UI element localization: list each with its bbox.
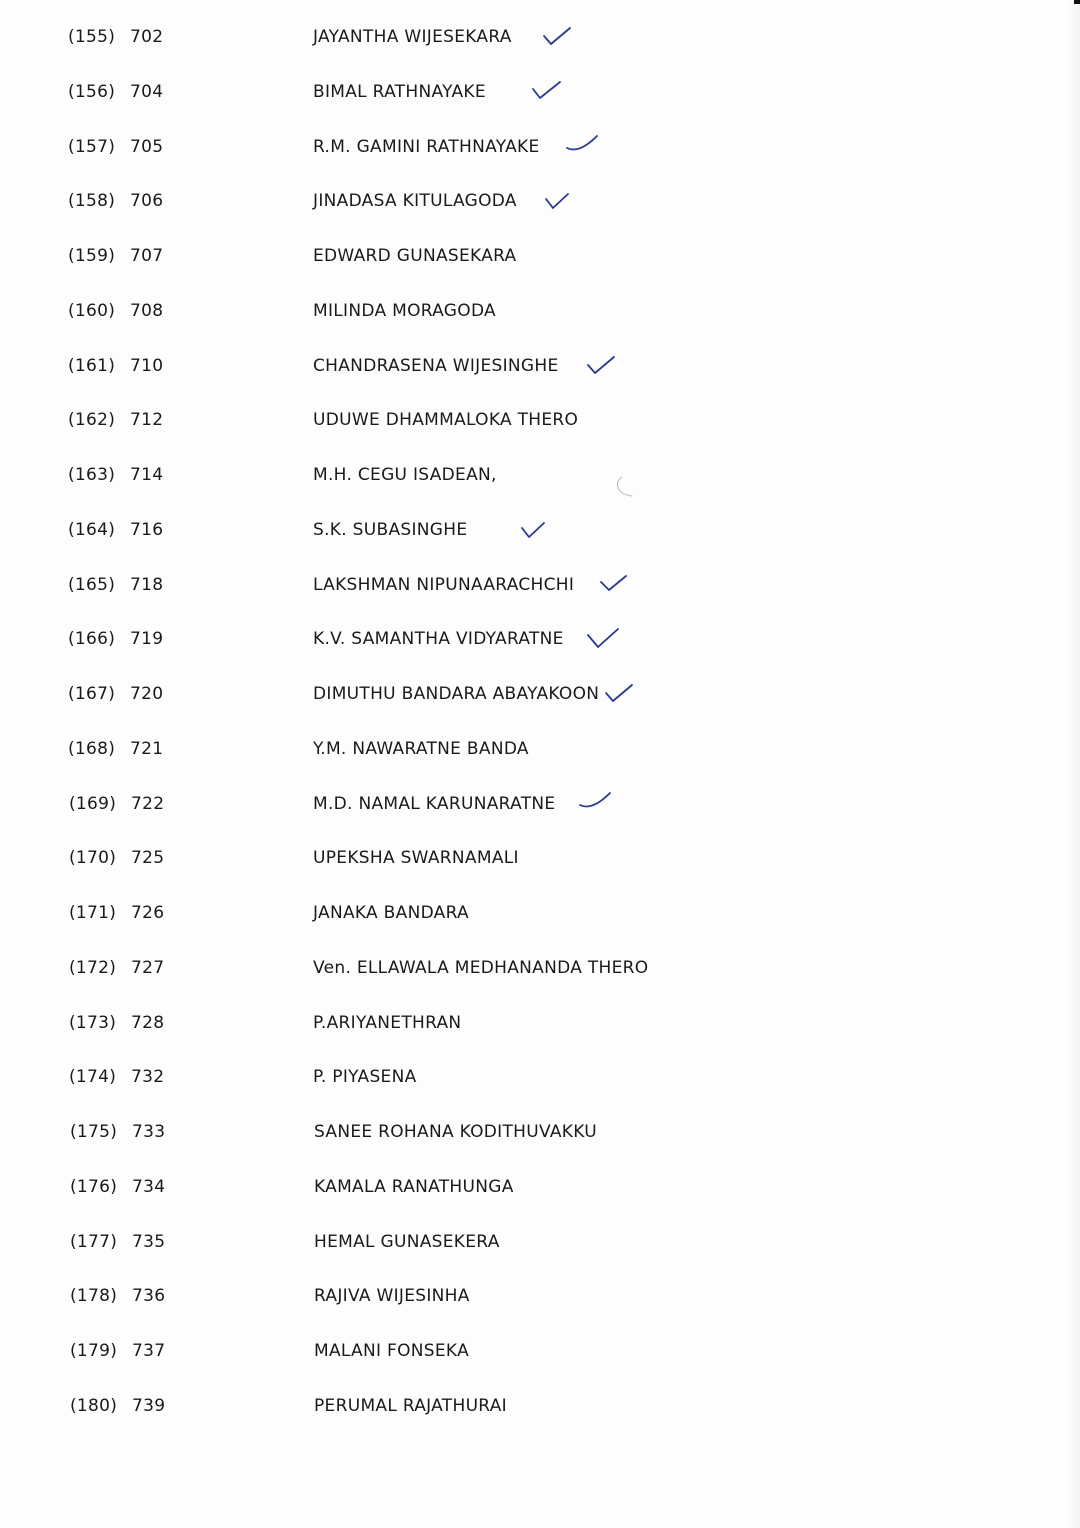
entry-index: (155) <box>68 27 116 47</box>
entry-index: (164) <box>68 519 116 540</box>
list-item <box>0 241 1080 271</box>
entry-code: 704 <box>130 81 164 102</box>
list-item <box>0 898 1080 928</box>
entry-name: K.V. SAMANTHA VIDYARATNE <box>313 629 564 650</box>
list-item <box>0 570 1080 600</box>
entry-name: UDUWE DHAMMALOKA THERO <box>313 410 579 431</box>
entry-index: (172) <box>69 957 117 978</box>
entry-code: 710 <box>130 355 164 376</box>
entry-index: (158) <box>68 191 116 212</box>
scan-edge-mark <box>1074 0 1080 4</box>
entry-index: (179) <box>70 1341 118 1361</box>
entry-code: 702 <box>130 27 164 47</box>
entry-code: 722 <box>131 793 165 814</box>
entry-index: (166) <box>68 629 116 650</box>
entry-index: (178) <box>70 1286 118 1307</box>
entry-name: MILINDA MORAGODA <box>313 300 496 321</box>
handwritten-check-icon <box>565 134 599 160</box>
entry-name: JANAKA BANDARA <box>313 903 469 923</box>
entry-index: (163) <box>68 465 116 485</box>
entry-name: EDWARD GUNASEKARA <box>313 246 517 266</box>
entry-name: R.M. GAMINI RATHNAYAKE <box>313 136 540 157</box>
entry-index: (173) <box>69 1012 117 1033</box>
entry-name: M.H. CEGU ISADEAN, <box>313 465 497 485</box>
entry-index: (170) <box>69 848 117 869</box>
entry-code: 728 <box>131 1012 165 1033</box>
entry-name: PERUMAL RAJATHURAI <box>314 1395 507 1416</box>
entry-index: (180) <box>70 1395 118 1416</box>
entry-code: 716 <box>130 519 164 540</box>
entry-code: 735 <box>132 1231 166 1252</box>
list-item <box>0 296 1080 326</box>
list-item <box>0 1227 1080 1257</box>
list-item <box>0 734 1080 764</box>
entry-index: (160) <box>68 300 116 321</box>
list-item <box>0 1391 1080 1421</box>
list-item <box>0 789 1080 819</box>
entry-code: 727 <box>131 957 165 978</box>
entry-name: P.ARIYANETHRAN <box>313 1012 462 1033</box>
entry-index: (167) <box>68 684 116 704</box>
entry-code: 708 <box>130 300 164 321</box>
entry-index: (156) <box>68 81 116 102</box>
entry-name: SANEE ROHANA KODITHUVAKKU <box>314 1122 597 1142</box>
handwritten-check-icon <box>542 188 576 214</box>
entry-name: UPEKSHA SWARNAMALI <box>313 848 519 869</box>
list-item <box>0 1117 1080 1147</box>
entry-index: (174) <box>69 1067 117 1088</box>
list-item <box>0 1172 1080 1202</box>
entry-code: 705 <box>130 136 164 157</box>
entry-index: (175) <box>70 1122 118 1142</box>
entry-name: P. PIYASENA <box>313 1067 417 1088</box>
entry-code: 734 <box>132 1176 166 1197</box>
list-item <box>0 405 1080 435</box>
handwritten-check-icon <box>586 626 620 652</box>
entry-name: DIMUTHU BANDARA ABAYAKOON <box>313 684 600 704</box>
entry-code: 737 <box>132 1341 166 1361</box>
entry-index: (159) <box>68 246 116 266</box>
entry-name: Y.M. NAWARATNE BANDA <box>313 738 529 759</box>
handwritten-check-icon <box>530 79 564 105</box>
entry-index: (162) <box>68 410 116 431</box>
list-item <box>0 186 1080 216</box>
list-item <box>0 460 1080 490</box>
entry-index: (177) <box>70 1231 118 1252</box>
entry-index: (171) <box>69 903 117 923</box>
entry-code: 718 <box>130 574 164 595</box>
handwritten-check-icon <box>584 353 618 379</box>
entry-index: (161) <box>68 355 116 376</box>
list-item <box>0 953 1080 983</box>
entry-name: JAYANTHA WIJESEKARA <box>313 27 512 47</box>
entry-name: Ven. ELLAWALA MEDHANANDA THERO <box>313 957 649 978</box>
entry-name: KAMALA RANATHUNGA <box>314 1176 514 1197</box>
entry-name: RAJIVA WIJESINHA <box>314 1286 470 1307</box>
entry-code: 712 <box>130 410 164 431</box>
entry-code: 706 <box>130 191 164 212</box>
entry-code: 733 <box>132 1122 166 1142</box>
entry-index: (169) <box>69 793 117 814</box>
handwritten-check-icon <box>518 517 552 543</box>
entry-code: 707 <box>130 246 164 266</box>
entry-name: CHANDRASENA WIJESINGHE <box>313 355 559 376</box>
list-item <box>0 1008 1080 1038</box>
entry-index: (157) <box>68 136 116 157</box>
entry-name: JINADASA KITULAGODA <box>313 191 517 212</box>
entry-code: 725 <box>131 848 165 869</box>
entry-name: LAKSHMAN NIPUNAARACHCHI <box>313 574 575 595</box>
entry-index: (176) <box>70 1176 118 1197</box>
list-item <box>0 351 1080 381</box>
entry-code: 732 <box>131 1067 165 1088</box>
entry-index: (165) <box>68 574 116 595</box>
list-item <box>0 515 1080 545</box>
list-item <box>0 1336 1080 1366</box>
entry-code: 721 <box>130 738 164 759</box>
entry-code: 736 <box>132 1286 166 1307</box>
entry-code: 726 <box>131 903 165 923</box>
entry-code: 719 <box>130 629 164 650</box>
handwritten-check-icon <box>578 791 612 817</box>
list-item <box>0 843 1080 873</box>
entry-code: 720 <box>130 684 164 704</box>
entry-name: BIMAL RATHNAYAKE <box>313 81 486 102</box>
handwritten-check-icon <box>540 24 574 50</box>
list-item <box>0 624 1080 654</box>
list-item <box>0 1281 1080 1311</box>
list-item <box>0 132 1080 162</box>
handwritten-check-icon <box>598 572 632 598</box>
entry-name: S.K. SUBASINGHE <box>313 519 468 540</box>
list-item <box>0 22 1080 52</box>
entry-name: M.D. NAMAL KARUNARATNE <box>313 793 556 814</box>
entry-name: HEMAL GUNASEKERA <box>314 1231 500 1252</box>
list-item <box>0 679 1080 709</box>
entry-index: (168) <box>68 738 116 759</box>
entry-code: 714 <box>130 465 164 485</box>
entry-name: MALANI FONSEKA <box>314 1341 470 1361</box>
list-item <box>0 1062 1080 1092</box>
entry-code: 739 <box>132 1395 166 1416</box>
handwritten-check-icon <box>602 681 636 707</box>
list-item <box>0 77 1080 107</box>
